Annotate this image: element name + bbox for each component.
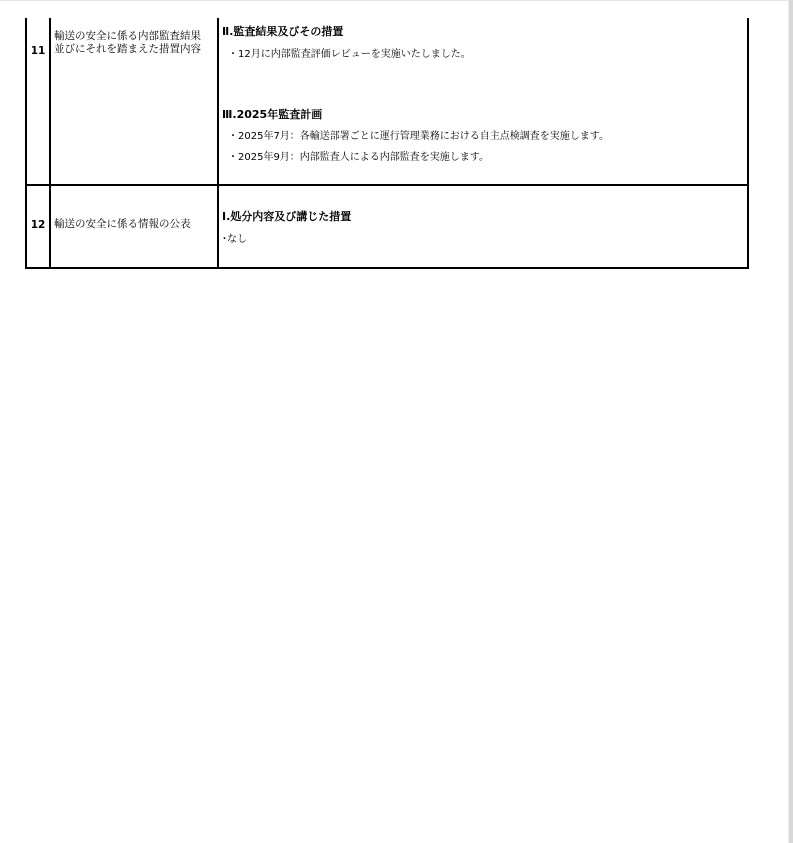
row-number-cell	[26, 185, 50, 268]
row-number: 12	[30, 218, 46, 231]
section-heading: Ⅱ.監査結果及びその措置	[222, 25, 344, 38]
row-number: 11	[30, 45, 46, 57]
item-cell	[50, 185, 218, 268]
section-heading: Ⅲ.2025年監査計画	[222, 108, 323, 121]
item-label: 輸送の安全に係る内部監査結果 並びにそれを踏まえた措置内容	[54, 30, 215, 55]
item-cell	[50, 18, 218, 185]
content-cell	[218, 185, 748, 268]
section-bullet: ・12月に内部監査評価レビューを実施いたしました。	[228, 49, 471, 60]
table-row	[26, 18, 748, 185]
content-cell	[218, 18, 748, 185]
section-bullet: ・2025年9月：内部監査人による内部監査を実施します。	[228, 152, 490, 163]
row-number-cell	[26, 18, 50, 185]
page-top-rule	[0, 0, 789, 1]
section-heading: Ⅰ.処分内容及び講じた措置	[222, 210, 352, 223]
page-scroll-gutter	[789, 0, 793, 843]
section-bullet: ･なし	[222, 234, 247, 245]
item-label: 輸送の安全に係る情報の公表	[54, 218, 191, 231]
report-table	[25, 18, 749, 269]
section-bullet: ・2025年7月：各輸送部署ごとに運行管理業務における自主点検調査を実施します。	[228, 131, 610, 142]
table-row	[26, 185, 748, 268]
